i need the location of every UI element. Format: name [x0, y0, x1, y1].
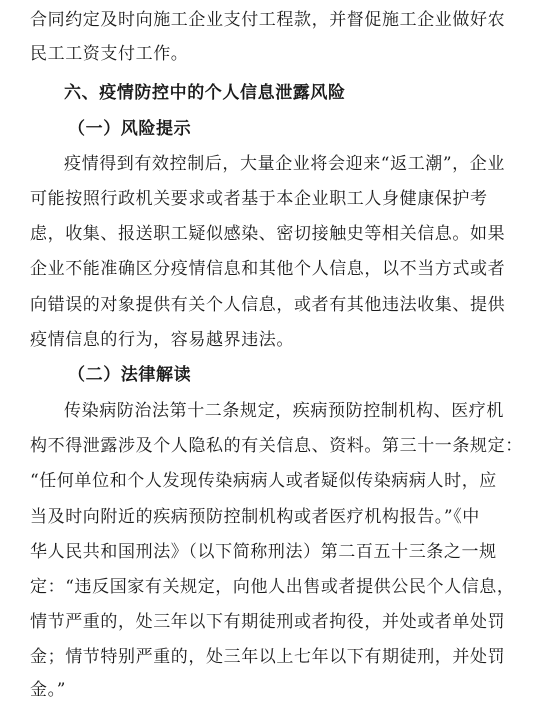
body-text-line: 企业不能准确区分疫情信息和其他个人信息，以不当方式或者	[30, 259, 506, 279]
body-text-line: 疫情信息的行为，容易越界违法。	[30, 330, 294, 350]
subsection-heading: （一）风险提示	[68, 119, 192, 139]
body-text-line: 疫情得到有效控制后，大量企业将会迎来“返工潮”，企业	[64, 154, 505, 174]
body-text-line: 虑，收集、报送职工疑似感染、密切接触史等相关信息。如果	[30, 224, 506, 244]
body-text-line: 华人民共和国刑法》（以下简称刑法）第二百五十三条之一规	[30, 542, 497, 562]
body-text-line: 定：“违反国家有关规定，向他人出售或者提供公民个人信息，	[30, 577, 515, 597]
subsection-heading: （二）法律解读	[68, 365, 192, 385]
body-text-line: 民工工资支付工作。	[30, 44, 189, 64]
body-text-line: 可能按照行政机关要求或者基于本企业职工人身健康保护考	[30, 189, 488, 209]
body-text-line: 构不得泄露涉及个人隐私的有关信息、资料。第三十一条规定：	[30, 436, 523, 456]
body-text-line: 金。”	[30, 680, 66, 700]
body-text-line: 传染病防治法第十二条规定，疾病预防控制机构、医疗机	[64, 401, 504, 421]
body-text-line: “任何单位和个人发现传染病病人或者疑似传染病病人时，应	[30, 471, 497, 491]
body-text-line: 金；情节特别严重的，处三年以上七年以下有期徒刑，并处罚	[30, 647, 506, 667]
body-text-line: 合同约定及时向施工企业支付工程款，并督促施工企业做好农	[30, 10, 506, 30]
body-text-line: 情节严重的，处三年以下有期徒刑或者拘役，并处或者单处罚	[30, 612, 506, 632]
section-heading: 六、疫情防控中的个人信息泄露风险	[64, 83, 346, 103]
body-text-line: 当及时向附近的疾病预防控制机构或者医疗机构报告。”《中	[30, 507, 480, 527]
body-text-line: 向错误的对象提供有关个人信息，或者有其他违法收集、提供	[30, 295, 506, 315]
